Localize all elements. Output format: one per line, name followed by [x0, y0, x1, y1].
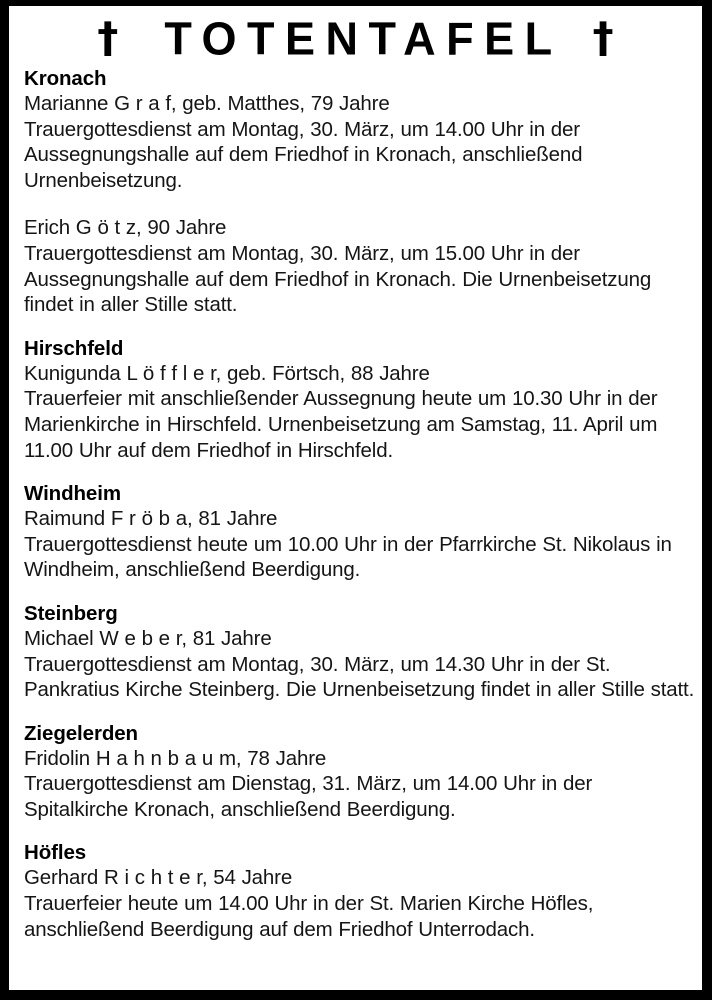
deceased-name: Fridolin H a h n b a u m, 78 Jahre	[24, 746, 327, 770]
obituary-section	[24, 601, 696, 703]
place-heading: Steinberg	[24, 601, 118, 625]
service-details: Trauergottesdienst am Montag, 30. März, um 14.30 Uhr in der St. Pankratius Kirche Steinberg. Die Urnenbeisetzung findet in aller Stille statt.	[24, 652, 695, 702]
masthead	[9, 6, 702, 64]
service-details: Trauergottesdienst am Montag, 30. März, um 15.00 Uhr in der Aussegnungshalle auf dem Friedhof in Kronach. Die Urnenbeisetzung findet in aller Stille statt.	[24, 241, 652, 317]
service-details: Trauerfeier mit anschließender Aussegnung heute um 10.30 Uhr in der Marienkirche in Hirschfeld. Urnenbeisetzung am Samstag, 11. April um 11.00 Uhr auf dem Friedhof in Hirschfeld.	[24, 387, 658, 462]
place-heading: Ziegelerden	[24, 721, 138, 745]
service-details: Trauergottesdienst am Dienstag, 31. März, um 14.00 Uhr in der Spitalkirche Kronach, anschließend Beerdigung.	[24, 772, 593, 821]
obituary-entry	[24, 865, 696, 942]
service-details: Trauerfeier heute um 14.00 Uhr in der St. Marien Kirche Höfles, anschließend Beerdigung auf dem Friedhof Unterrodach.	[24, 892, 594, 941]
deceased-name: Erich G ö t z, 90 Jahre	[24, 216, 227, 240]
obituary-entry	[24, 506, 696, 583]
obituary-section	[24, 66, 696, 318]
deceased-name: Gerhard R i c h t e r, 54 Jahre	[24, 866, 293, 890]
obituary-entry	[24, 215, 696, 317]
obituary-list	[9, 64, 702, 942]
cross-icon-left: †	[97, 12, 119, 62]
deceased-name: Michael W e b e r, 81 Jahre	[24, 626, 272, 650]
service-details: Trauergottesdienst am Montag, 30. März, um 14.00 Uhr in der Aussegnungshalle auf dem Friedhof in Kronach, anschließend Urnenbeisetzung.	[24, 117, 583, 192]
obituary-entry	[24, 626, 696, 703]
cross-icon-right: †	[592, 12, 614, 62]
obituary-entry	[24, 746, 696, 823]
deceased-name: Raimund F r ö b a, 81 Jahre	[24, 507, 278, 531]
obituary-section	[24, 840, 696, 942]
obituary-entry	[24, 91, 696, 193]
place-heading: Hirschfeld	[24, 336, 124, 360]
obituary-section	[24, 721, 696, 823]
service-details: Trauergottesdienst heute um 10.00 Uhr in der Pfarrkirche St. Nikolaus in Windheim, anschließend Beerdigung.	[24, 532, 672, 582]
obituary-section	[24, 336, 696, 463]
obituary-page	[9, 6, 702, 990]
obituary-entry	[24, 361, 696, 463]
place-heading: Kronach	[24, 67, 107, 90]
place-heading: Höfles	[24, 841, 87, 865]
deceased-name: Kunigunda L ö f f l e r, geb. Förtsch, 88 Jahre	[24, 361, 430, 385]
page-title: TOTENTAFEL	[164, 12, 563, 65]
place-heading: Windheim	[24, 482, 121, 506]
deceased-name: Marianne G r a f, geb. Matthes, 79 Jahre	[24, 92, 390, 115]
obituary-section	[24, 481, 696, 583]
